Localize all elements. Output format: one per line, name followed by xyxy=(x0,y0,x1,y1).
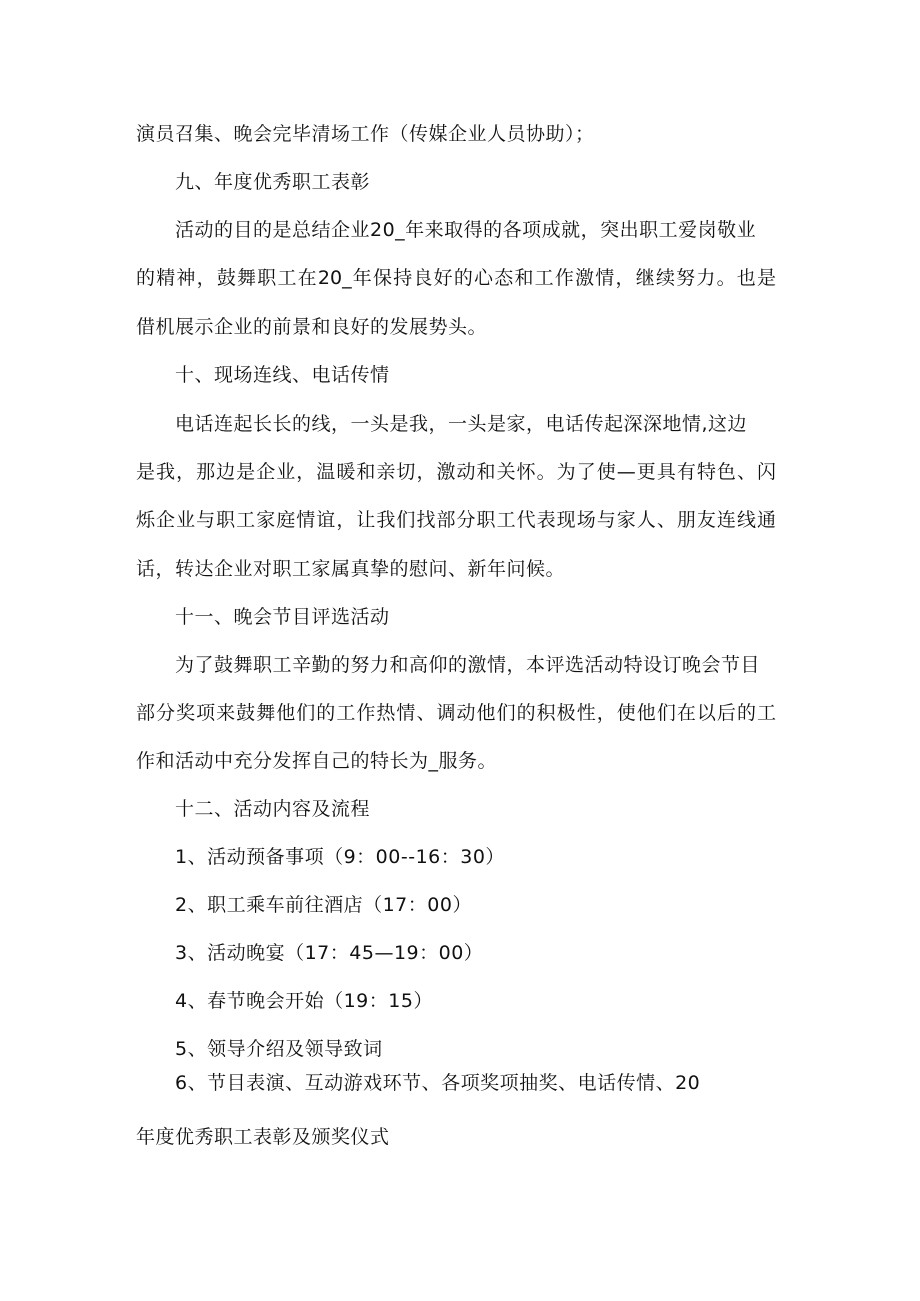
list-item: 4、春节晚会开始（19：15） xyxy=(175,990,433,1012)
list-item-continuation: 年度优秀职工表彰及颁奖仪式 xyxy=(136,1126,390,1148)
paragraph-line: 烁企业与职工家庭情谊，让我们找部分职工代表现场与家人、朋友连线通 xyxy=(136,509,776,531)
paragraph-line: 话，转达企业对职工家属真挚的慰问、新年问候。 xyxy=(136,558,566,580)
list-item: 5、领导介绍及领导致词 xyxy=(175,1038,383,1060)
list-item: 1、活动预备事项（9：00--16：30） xyxy=(175,846,505,868)
section-heading-12: 十二、活动内容及流程 xyxy=(175,798,371,820)
paragraph-line: 活动的目的是总结企业20_年来取得的各项成就，突出职工爱岗敬业 xyxy=(175,219,757,241)
paragraph-line: 借机展示企业的前景和良好的发展势头。 xyxy=(136,316,488,338)
list-item: 3、活动晚宴（17：45—19：00） xyxy=(175,942,484,964)
section-heading-10: 十、现场连线、电话传情 xyxy=(175,364,390,386)
paragraph-line: 电话连起长长的线，一头是我，一头是家，电话传起深深地情,这边 xyxy=(175,413,748,435)
paragraph-line: 的精神，鼓舞职工在20_年保持良好的心态和工作激情，继续努力。也是 xyxy=(136,267,776,289)
paragraph-line: 为了鼓舞职工辛勤的努力和高仰的激情，本评选活动特设订晚会节目 xyxy=(175,654,761,676)
paragraph-line: 作和活动中充分发挥自己的特长为_服务。 xyxy=(136,750,498,772)
section-heading-9: 九、年度优秀职工表彰 xyxy=(175,171,371,193)
section-heading-11: 十一、晚会节目评选活动 xyxy=(175,606,390,628)
list-item: 2、职工乘车前往酒店（17：00） xyxy=(175,894,472,916)
paragraph-line: 部分奖项来鼓舞他们的工作热情、调动他们的积极性，使他们在以后的工 xyxy=(136,702,776,724)
list-item: 6、节目表演、互动游戏环节、各项奖项抽奖、电话传情、20 xyxy=(175,1072,701,1094)
paragraph-line: 是我，那边是企业，温暖和亲切，激动和关怀。为了使—更具有特色、闪 xyxy=(136,461,776,483)
text-line: 演员召集、晚会完毕清场工作（传媒企业人员协助）； xyxy=(136,123,595,145)
